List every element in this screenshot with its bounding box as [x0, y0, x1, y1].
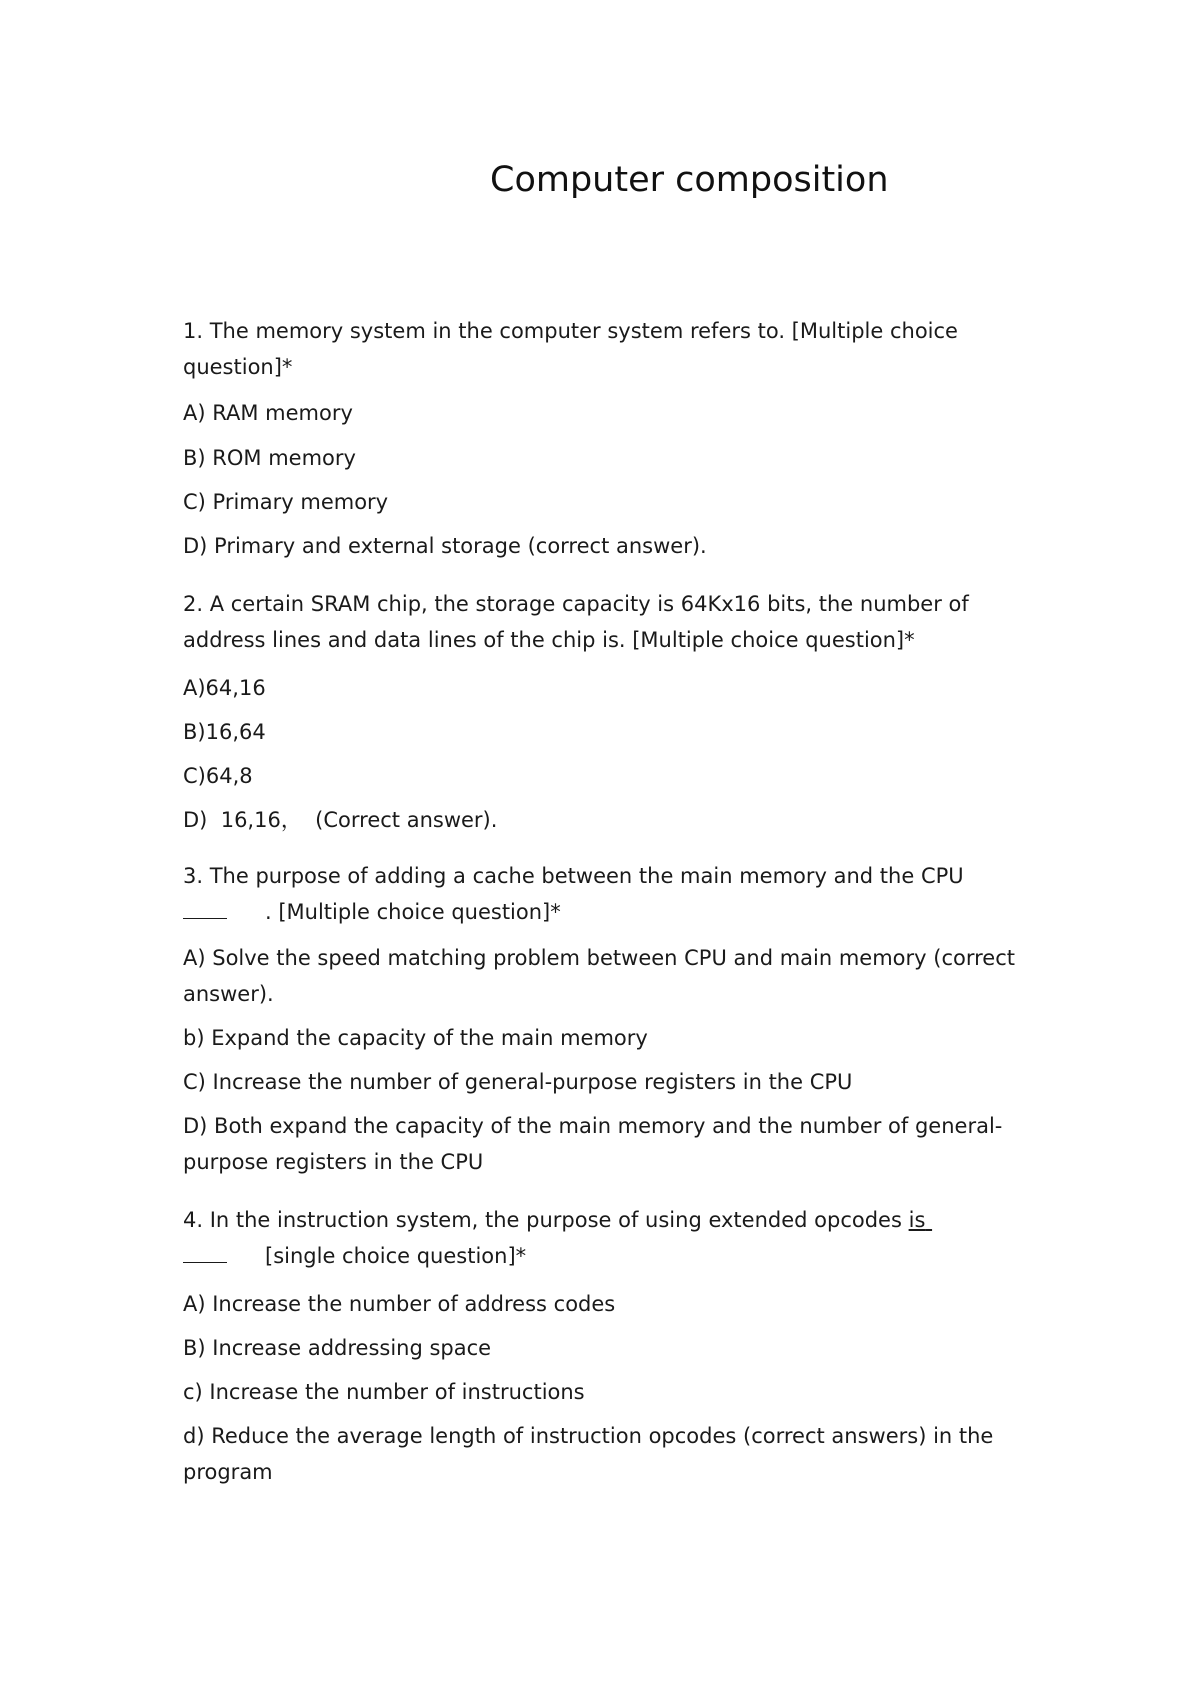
option-d: D) 16,16， (Correct answer).	[183, 808, 498, 832]
option-b: B) ROM memory	[183, 446, 356, 470]
question-1	[183, 313, 1043, 564]
question-stem-suffix: [single choice question]*	[265, 1244, 527, 1268]
question-stem: 2. A certain SRAM chip, the storage capacity is 64Kx16 bits, the number of address lines and data lines of the chip is. [Multiple choice question]*	[183, 592, 969, 652]
option-b: b) Expand the capacity of the main memory	[183, 1026, 648, 1050]
answer-blank	[183, 900, 227, 919]
option-c: C) Primary memory	[183, 490, 389, 514]
option-a: A) Increase the number of address codes	[183, 1292, 616, 1316]
question-stem	[183, 1202, 1043, 1274]
question-stem-underlined: is	[908, 1208, 926, 1232]
question-stem: 1. The memory system in the computer system refers to. [Multiple choice question]*	[183, 319, 958, 379]
question-stem-text: 3. The purpose of adding a cache between the main memory and the CPU	[183, 864, 964, 888]
question-stem	[183, 858, 1043, 930]
page-title: Computer composition	[490, 160, 889, 200]
option-d: D) Both expand the capacity of the main memory and the number of general-purpose registers in the CPU	[183, 1114, 1003, 1174]
option-c: c) Increase the number of instructions	[183, 1380, 585, 1404]
quiz-content	[183, 313, 1043, 1490]
question-4	[183, 1202, 1043, 1490]
option-a: A)64,16	[183, 676, 266, 700]
option-a: A) Solve the speed matching problem between CPU and main memory (correct answer).	[183, 946, 1015, 1006]
question-2	[183, 586, 1043, 838]
answer-blank	[183, 1244, 227, 1263]
question-3	[183, 858, 1043, 1180]
option-b: B)16,64	[183, 720, 266, 744]
option-b: B) Increase addressing space	[183, 1336, 492, 1360]
question-stem-suffix: . [Multiple choice question]*	[265, 900, 561, 924]
option-d: D) Primary and external storage (correct answer).	[183, 534, 707, 558]
option-a: A) RAM memory	[183, 401, 353, 425]
option-c: C)64,8	[183, 764, 253, 788]
option-c: C) Increase the number of general-purpose registers in the CPU	[183, 1070, 853, 1094]
question-stem-text: 4. In the instruction system, the purpose of using extended opcodes	[183, 1208, 902, 1232]
option-d: d) Reduce the average length of instruction opcodes (correct answers) in the program	[183, 1424, 994, 1484]
